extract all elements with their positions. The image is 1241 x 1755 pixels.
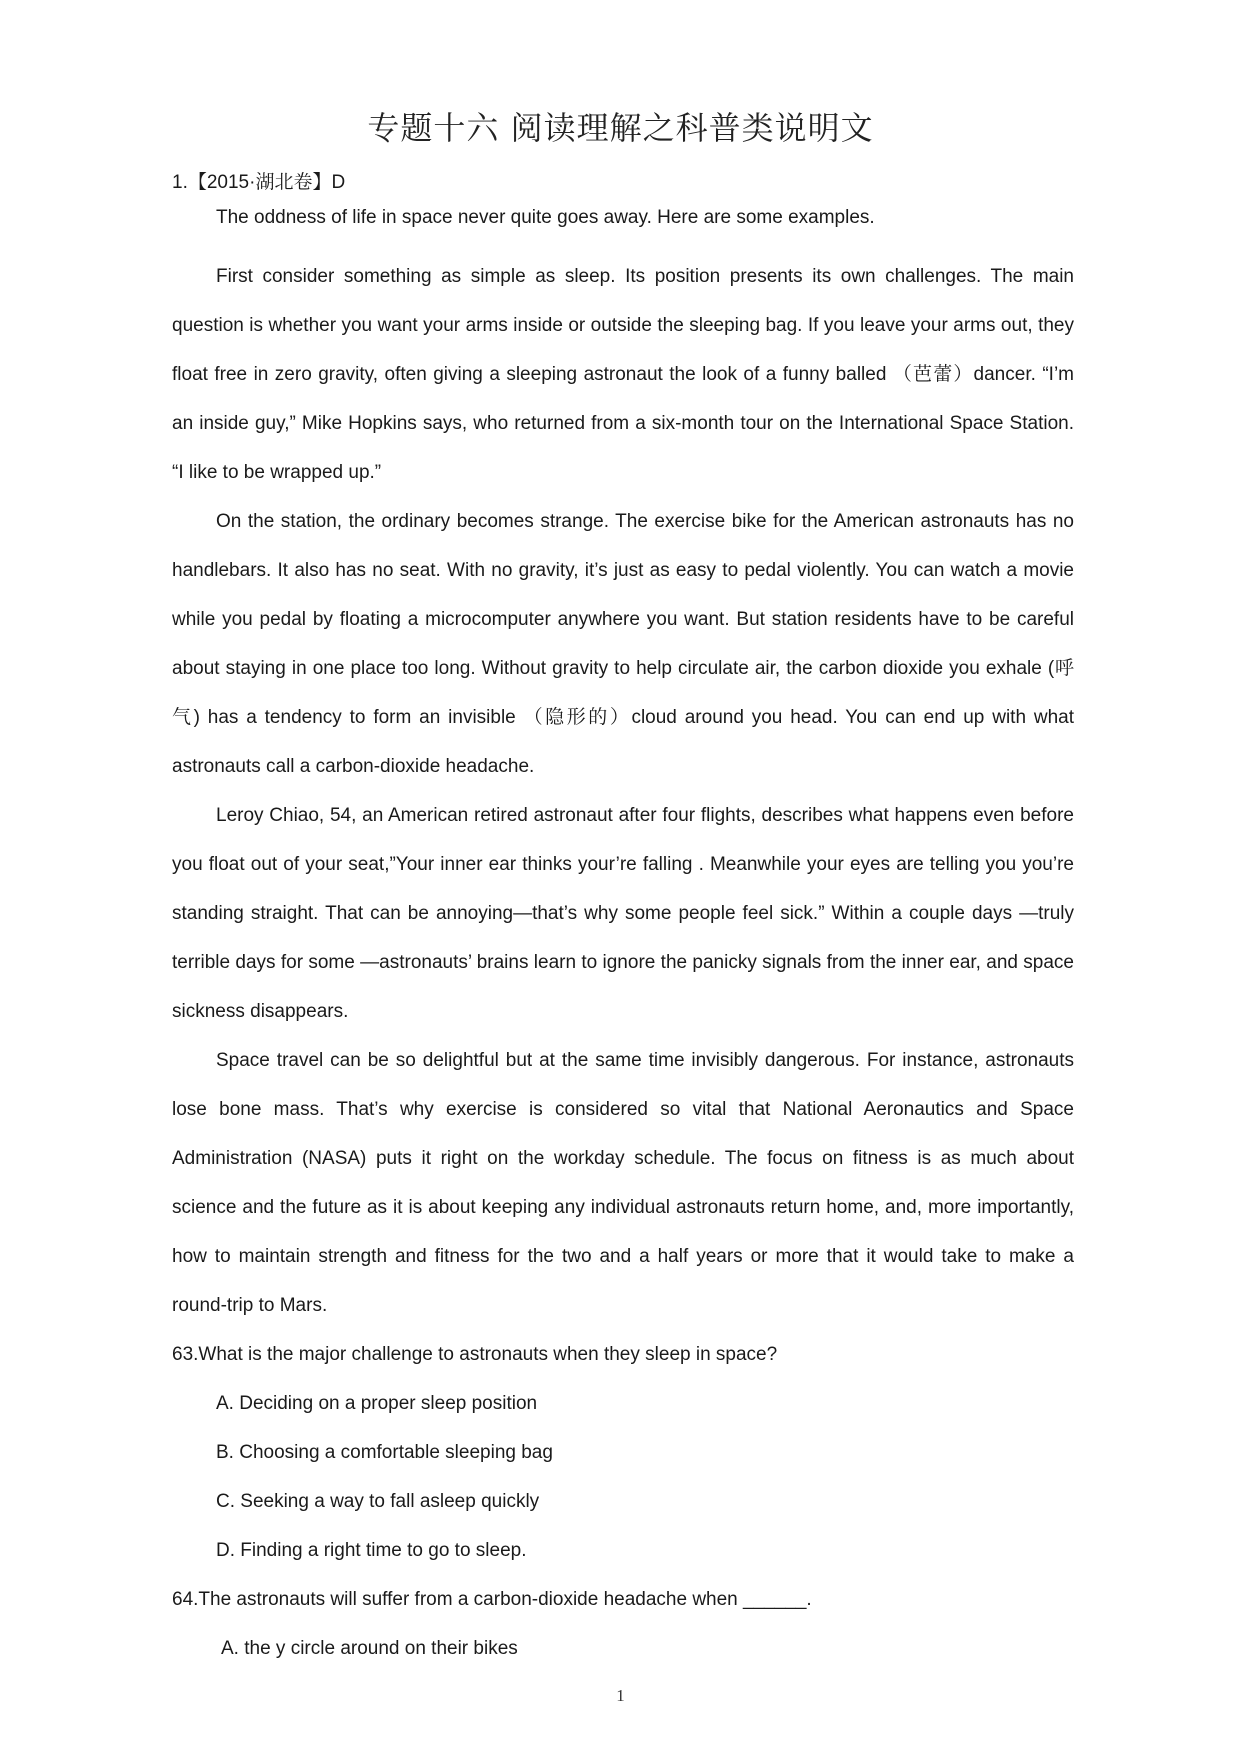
page-title: 专题十六 阅读理解之科普类说明文: [367, 109, 874, 147]
page-number: 1: [616, 1686, 625, 1705]
answer-option: D. Finding a right time to go to sleep.: [216, 1540, 527, 1561]
question-source: 1.【2015·湖北卷】D: [172, 172, 346, 193]
document-body: [172, 166, 1074, 1673]
answer-option: B. Choosing a comfortable sleeping bag: [216, 1442, 553, 1463]
passage-paragraph: Space travel can be so delightful but at the same time invisibly dangerous. For instance, astronauts lose bone mass. That’s why exercise is considered so vital that National Aeronautics and Space Administration (NASA) puts it right on the workday schedule. The focus on fitness is as much about science and the future as it is about keeping any individual astronauts return home, and, more importantly, how to maintain strength and fitness for the two and a half years or more that it would take to make a round-trip to Mars.: [172, 1050, 1074, 1316]
passage-paragraph: First consider something as simple as sleep. Its position presents its own challenges. The main question is whether you want your arms inside or outside the sleeping bag. If you leave your arms out, they float free in zero gravity, often giving a sleeping astronaut the look of a funny balled （芭蕾）dancer. “I’m an inside guy,” Mike Hopkins says, who returned from a six-month tour on the International Space Station. “I like to be wrapped up.”: [172, 266, 1074, 483]
answer-option: C. Seeking a way to fall asleep quickly: [216, 1491, 540, 1512]
passage-paragraph: The oddness of life in space never quite goes away. Here are some examples.: [216, 207, 875, 228]
answer-option: A. Deciding on a proper sleep position: [216, 1393, 538, 1414]
question-stem: 64.The astronauts will suffer from a carbon-dioxide headache when ______.: [172, 1589, 812, 1610]
passage-paragraph: Leroy Chiao, 54, an American retired astronaut after four flights, describes what happens even before you float out of your seat,”Your inner ear thinks your’re falling . Meanwhile your eyes are telling you you’re standing straight. That can be annoying—that’s why some people feel sick.” Within a couple days —truly terrible days for some —astronauts’ brains learn to ignore the panicky signals from the inner ear, and space sickness disappears.: [172, 805, 1074, 1022]
passage-paragraph: On the station, the ordinary becomes strange. The exercise bike for the American astronauts has no handlebars. It also has no seat. With no gravity, it’s just as easy to pedal violently. You can watch a movie while you pedal by floating a microcomputer anywhere you want. But station residents have to be careful about staying in one place too long. Without gravity to help circulate air, the carbon dioxide you exhale (呼气) has a tendency to form an invisible （隐形的）cloud around you head. You can end up with what astronauts call a carbon-dioxide headache.: [172, 511, 1074, 777]
question-stem: 63.What is the major challenge to astronauts when they sleep in space?: [172, 1344, 778, 1365]
answer-option: A. the y circle around on their bikes: [221, 1638, 518, 1659]
